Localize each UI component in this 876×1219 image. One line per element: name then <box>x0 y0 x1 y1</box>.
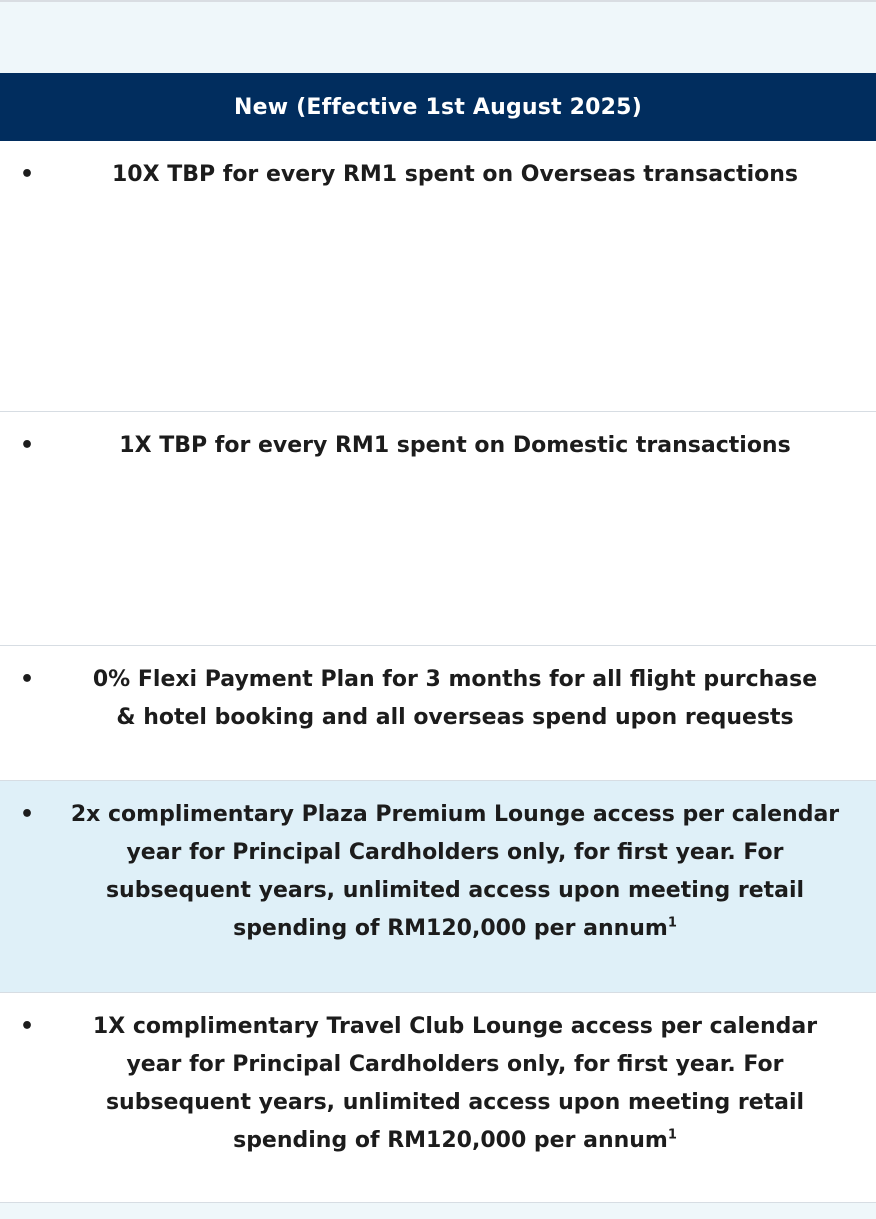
row-line: 10X TBP for every RM1 spent on Overseas transactions <box>111 162 799 187</box>
bullet-icon: • <box>20 162 35 187</box>
bullet-icon: • <box>20 433 35 458</box>
row-line: & hotel booking and all overseas spend upon requests <box>116 705 794 730</box>
table-header <box>0 73 876 141</box>
row-line: 0% Flexi Payment Plan for 3 months for all flight purchase <box>92 667 818 692</box>
table-row <box>0 993 876 1203</box>
bullet-icon: • <box>20 667 35 692</box>
footnote-marker: 1 <box>667 915 677 931</box>
row-line: spending of RM120,000 per annum <box>233 1128 668 1153</box>
table-header-title: New (Effective 1st August 2025) <box>234 94 642 120</box>
row-text <box>50 796 860 948</box>
bullet-icon: • <box>20 1014 35 1039</box>
table-row <box>0 412 876 646</box>
row-line: subsequent years, unlimited access upon meeting retail <box>105 878 805 903</box>
row-text <box>50 1008 860 1160</box>
row-line: year for Principal Cardholders only, for first year. For <box>126 1052 784 1077</box>
footnote-marker: 1 <box>667 1127 677 1143</box>
row-line: 1X TBP for every RM1 spent on Domestic transactions <box>119 433 791 458</box>
row-line: year for Principal Cardholders only, for first year. For <box>126 840 784 865</box>
row-text <box>50 661 860 737</box>
row-line: subsequent years, unlimited access upon meeting retail <box>105 1090 805 1115</box>
table-row-highlighted <box>0 781 876 993</box>
row-line-last <box>50 910 860 948</box>
row-line: 2x complimentary Plaza Premium Lounge access per calendar <box>70 802 840 827</box>
table-row <box>0 141 876 412</box>
row-line: spending of RM120,000 per annum <box>233 916 668 941</box>
bottom-spacer-band <box>0 1203 876 1219</box>
row-line: 1X complimentary Travel Club Lounge access per calendar <box>92 1014 818 1039</box>
row-text <box>50 427 860 465</box>
row-line-last <box>50 1122 860 1160</box>
row-text <box>50 156 860 194</box>
top-spacer-band <box>0 0 876 73</box>
table-row <box>0 646 876 781</box>
bullet-icon: • <box>20 802 35 827</box>
